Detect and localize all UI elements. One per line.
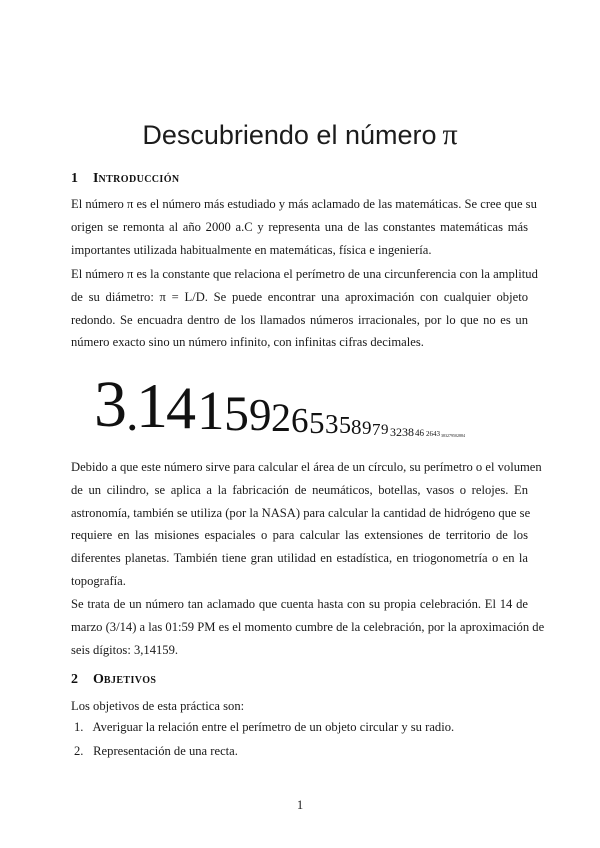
list-item-number: 2. — [74, 744, 84, 758]
text-line: redondo. Se encuadra dentro de los llamados números irracionales, por lo que no es un — [71, 312, 528, 327]
section-heading-introduccion — [71, 171, 180, 187]
section-title-rest: BJETIVOS — [103, 675, 157, 686]
pi-digit: 6 — [291, 401, 309, 440]
pi-digit: 383279502884 — [441, 433, 465, 438]
pi-digit: 9 — [249, 390, 272, 440]
title-text: Descubriendo el número — [142, 120, 437, 150]
text-line: número exacto sino un número infinito, con infinitas cifras decimales. — [71, 335, 424, 350]
pi-digit: 8 — [351, 415, 362, 439]
paragraph-intro-4 — [71, 593, 545, 661]
section-heading-objetivos — [71, 672, 156, 688]
pi-digit: 5 — [339, 413, 351, 439]
text-line: El número π es la constante que relaciona el perímetro de una circunferencia con la amplitud — [71, 267, 538, 281]
section-number: 2 — [71, 672, 78, 687]
text-line: El número π es el número más estudiado y más aclamado de las matemáticas. Se cree que su — [71, 197, 537, 211]
text-line: origen se remonta al año 2000 a.C y representa una de las constantes matemáticas más — [71, 219, 528, 234]
pi-digit: 5 — [309, 405, 325, 440]
text-line: Se trata de un número tan aclamado que cuenta hasta con su propia celebración. El 14 de — [71, 597, 528, 611]
pi-digit: 7 — [372, 420, 381, 439]
pi-digit: 2643 — [426, 430, 440, 438]
list-item — [74, 744, 238, 759]
page-number: 1 — [296, 798, 304, 812]
text-line: Los objetivos de esta práctica son: — [71, 699, 245, 713]
paragraph-intro-2 — [71, 263, 538, 354]
pi-digits-illustration — [94, 368, 514, 441]
pi-digit: 9 — [381, 422, 389, 438]
text-line: de un cilindro, se aplica a la fabricación de neumáticos, botellas, vasos o relojes. En — [71, 482, 528, 497]
text-line: requiere en las misiones espaciales o para calcular las extensiones de territorio de los — [71, 528, 528, 543]
text-line: topografía. — [71, 573, 126, 588]
list-item-number: 1. — [74, 720, 84, 734]
text-line: diferentes planetas. También tiene gran utilidad en estadística, en triogonometría o en la — [71, 551, 528, 566]
section-title-initial: O — [93, 672, 104, 687]
text-line: importantes utilizada habitualmente en matemáticas, física e ingeniería. — [71, 242, 432, 257]
section-title-initial: I — [93, 171, 99, 186]
section-number: 1 — [71, 171, 78, 186]
pi-digit: 9 — [362, 418, 372, 439]
text-line: astronomía, también se utiliza (por la NASA) para calcular la cantidad de hidrógeno que se — [71, 505, 531, 520]
list-item-text: Averiguar la relación entre el perímetro de un objeto circular y su radio. — [92, 720, 455, 734]
text-line: seis dígitos: 3,14159. — [71, 642, 179, 657]
text-line: Debido a que este número sirve para calcular el área de un círculo, su perímetro o el volumen — [71, 460, 542, 474]
page-title — [0, 118, 600, 152]
pi-digit: 3 — [325, 409, 339, 439]
pi-digit: 1 — [136, 370, 168, 441]
pi-digit: 3 — [94, 368, 127, 441]
pi-digit: 46 — [415, 428, 424, 438]
pi-digit: 1 — [197, 380, 225, 441]
objetivos-intro — [71, 695, 528, 718]
title-pi-symbol: π — [442, 118, 458, 151]
pi-digit: 3238 — [390, 425, 414, 439]
paragraph-intro-1 — [71, 193, 537, 261]
pi-digit: 5 — [224, 385, 249, 441]
paragraph-intro-3 — [71, 456, 542, 593]
text-line: marzo (3/14) a las 01:59 PM es el momento cumbre de la celebración, por la aproximación de — [71, 619, 545, 634]
pi-digit: 4 — [166, 375, 196, 441]
pi-digit: . — [126, 385, 139, 441]
text-line: de su diámetro: π = L/D. Se puede encontrar una aproximación con cualquier objeto — [71, 289, 528, 304]
list-item — [74, 720, 454, 735]
pi-digit: 2 — [271, 395, 291, 440]
list-item-text: Representación de una recta. — [93, 744, 238, 758]
section-title-rest: NTRODUCCIÓN — [98, 174, 180, 185]
